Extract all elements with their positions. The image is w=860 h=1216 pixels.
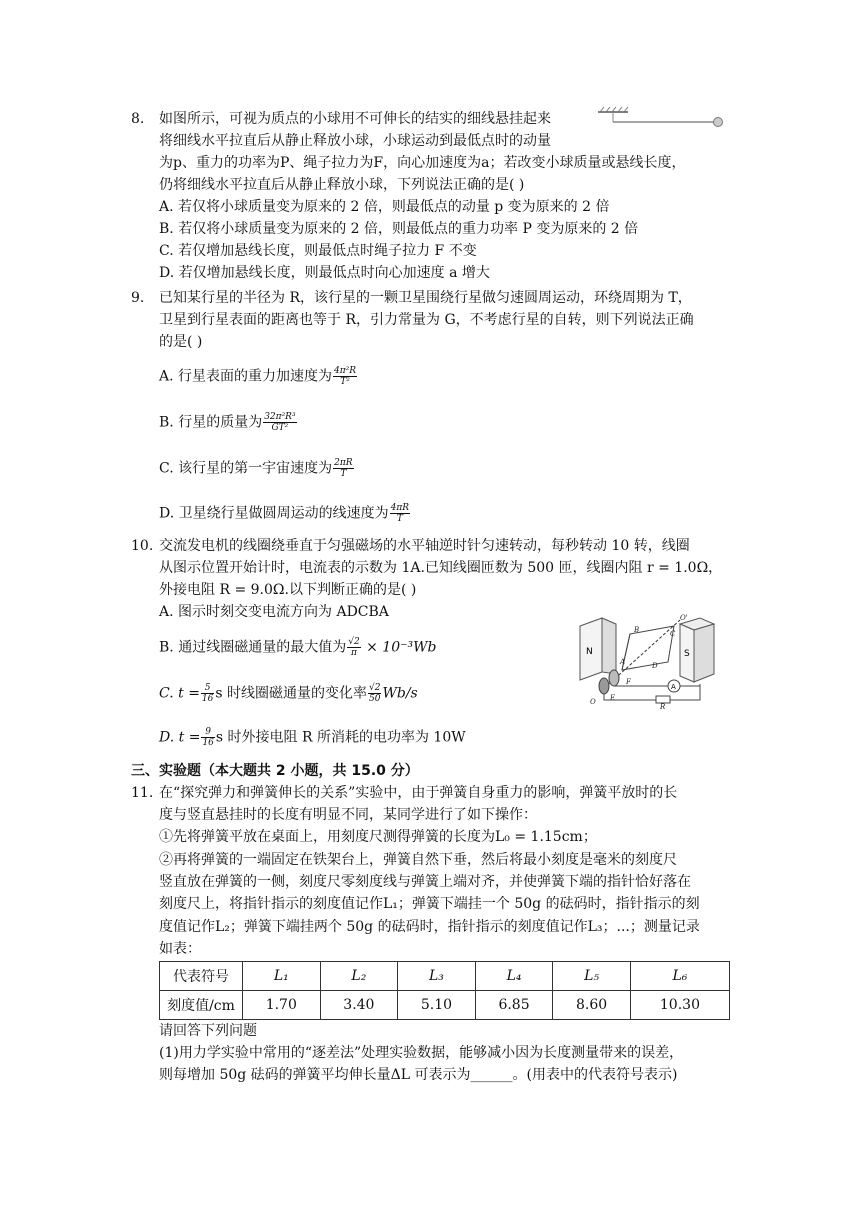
question-number: 8.: [131, 111, 145, 127]
svg-text:D: D: [652, 662, 658, 670]
question-text: 度与竖直悬挂时的长度有明显不同，某同学进行了如下操作：: [159, 807, 537, 823]
table-cell: 5.10: [398, 991, 476, 1020]
question-text: 将细线水平拉直后从静止释放小球，小球运动到最低点时的动量: [159, 133, 551, 149]
option-b: B. 行星的质量为 $\frac{\text{32π²R³}}{\text{GT²}}$: [159, 412, 296, 433]
table-cell: 代表符号: [160, 962, 243, 991]
option-a: A. 图示时刻交变电流方向为 ADCBA: [159, 604, 389, 620]
question-text: 为p、重力的功率为P、绳子拉力为F，向心加速度为a；若改变小球质量或悬线长度，: [159, 155, 686, 171]
question-text: ②再将弹簧的一端固定在铁架台上，弹簧自然下垂，然后将最小刻度是毫米的刻度尺: [159, 852, 677, 868]
option-c: C. t = $\frac{5}{16}$ s 时线圈磁通量的变化率 $\frac{√2}{50}$ Wb/s: [159, 683, 418, 704]
fraction: $\frac{√2}{\pi}$: [348, 637, 360, 658]
table-cell: L₅: [553, 962, 631, 991]
question-number: 10.: [131, 538, 154, 554]
option-b: B. 若仅将小球质量变为原来的 2 倍，则最低点的重力功率 P 变为原来的 2 倍: [159, 221, 639, 237]
pendulum-figure: [594, 106, 730, 134]
question-text: 已知某行星的半径为 R，该行星的一颗卫星围绕行星做匀速圆周运动，环绕周期为 T，: [159, 290, 692, 306]
fraction: $\frac{9}{16}$: [202, 727, 214, 748]
label-n: N: [586, 647, 593, 657]
table-cell: 3.40: [320, 991, 398, 1020]
svg-text:R: R: [660, 703, 666, 710]
question-text: 如图所示，可视为质点的小球用不可伸长的结实的细线悬挂起来: [159, 111, 551, 127]
fraction: $\frac{√2}{50}$: [369, 683, 381, 704]
label-ammeter: A: [671, 683, 676, 691]
table-cell: 刻度值/cm: [160, 991, 243, 1020]
question-text: 在“探究弹力和弹簧伸长的关系”实验中，由于弹簧自身重力的影响，弹簧平放时的长: [159, 785, 678, 801]
table-row: [160, 991, 730, 1020]
fraction: $\frac{2\pi R}{T}$: [334, 458, 353, 479]
generator-figure: [576, 612, 718, 710]
svg-text:O: O: [590, 698, 596, 706]
question-text: 请回答下列问题: [159, 1023, 257, 1039]
table-cell: L₄: [475, 962, 553, 991]
question-text: 竖直放在弹簧的一侧，刻度尺零刻度线与弹簧上端对齐，并使弹簧下端的指针恰好落在: [159, 874, 691, 890]
question-number: 11.: [131, 785, 154, 801]
svg-text:C: C: [670, 630, 676, 638]
table-cell: 10.30: [630, 991, 729, 1020]
section-heading: 三、实验题（本大题共 2 小题，共 15.0 分）: [131, 763, 419, 779]
option-d: D. 卫星绕行星做圆周运动的线速度为 $\frac{4\pi R}{T}$: [159, 503, 410, 524]
label-s: S: [684, 649, 690, 659]
table-cell: L₆: [630, 962, 729, 991]
table-header-row: [160, 962, 730, 991]
fraction: $\frac{\text{32π²R³}}{\text{GT²}}$: [264, 412, 296, 433]
question-text: 交流发电机的线圈绕垂直于匀强磁场的水平轴逆时针匀速转动，每秒转动 10 转，线圈: [159, 538, 690, 554]
table-cell: 8.60: [553, 991, 631, 1020]
svg-text:E: E: [610, 694, 616, 702]
svg-text:A: A: [620, 658, 626, 666]
table-cell: L₂: [320, 962, 398, 991]
option-d: D. 若仅增加悬线长度，则最低点时向心加速度 a 增大: [159, 265, 490, 281]
question-text: 如表：: [159, 941, 201, 957]
table-cell: L₃: [398, 962, 476, 991]
svg-text:B: B: [634, 626, 640, 634]
question-text: 外接电阻 R = 9.0Ω.以下判断正确的是( ): [159, 582, 417, 598]
svg-text:O': O': [680, 614, 688, 622]
question-text: ①先将弹簧平放在桌面上，用刻度尺测得弹簧的长度为L₀ = 1.15cm；: [159, 829, 597, 845]
option-a: A. 行星表面的重力加速度为 $\frac{\text{4π²R}}{\text{T²}}$: [159, 366, 357, 387]
measurement-table: [159, 961, 730, 1020]
question-text: 度值记作L₂；弹簧下端挂两个 50g 的砝码时，指针指示的刻度值记作L₃；...；测量记录: [159, 919, 700, 935]
question-text: 则每增加 50g 砝码的弹簧平均伸长量ΔL 可表示为______。(用表中的代表符号表示): [159, 1067, 678, 1083]
question-number: 9.: [131, 290, 145, 306]
question-text: 的是( ): [159, 334, 203, 350]
fraction: $\frac{4\pi R}{T}$: [390, 503, 410, 524]
table-cell: L₁: [243, 962, 321, 991]
question-text: 卫星到行星表面的距离也等于 R，引力常量为 G，不考虑行星的自转，则下列说法正确: [159, 312, 694, 328]
table-cell: 1.70: [243, 991, 321, 1020]
option-a: A. 若仅将小球质量变为原来的 2 倍，则最低点的动量 p 变为原来的 2 倍: [159, 199, 610, 215]
question-text: 刻度尺上，将指针指示的刻度值记作L₁；弹簧下端挂一个 50g 的砝码时，指针指示的刻: [159, 896, 700, 912]
option-d: D. t = $\frac{9}{16}$ s 时外接电阻 R 所消耗的电功率为 10W: [159, 727, 466, 748]
option-c: C. 若仅增加悬线长度，则最低点时绳子拉力 F 不变: [159, 243, 477, 259]
question-text: 从图示位置开始计时，电流表的示数为 1A.已知线圈匝数为 500 匝，线圈内阻 r = 1.0Ω，: [159, 560, 723, 576]
question-text: 仍将细线水平拉直后从静止释放小球，下列说法正确的是( ): [159, 177, 525, 193]
svg-text:F: F: [626, 678, 631, 686]
question-text: (1)用力学实验中常用的“逐差法”处理实验数据，能够减小因为长度测量带来的误差，: [159, 1045, 684, 1061]
option-b: B. 通过线圈磁通量的最大值为 $\frac{√2}{\pi}$ × 10⁻³Wb: [159, 637, 437, 658]
fraction: $\frac{5}{16}$: [201, 683, 214, 704]
table-cell: 6.85: [475, 991, 553, 1020]
fraction: $\frac{\text{4π²R}}{\text{T²}}$: [334, 366, 357, 387]
option-c: C. 该行星的第一宇宙速度为 $\frac{2\pi R}{T}$: [159, 458, 353, 479]
